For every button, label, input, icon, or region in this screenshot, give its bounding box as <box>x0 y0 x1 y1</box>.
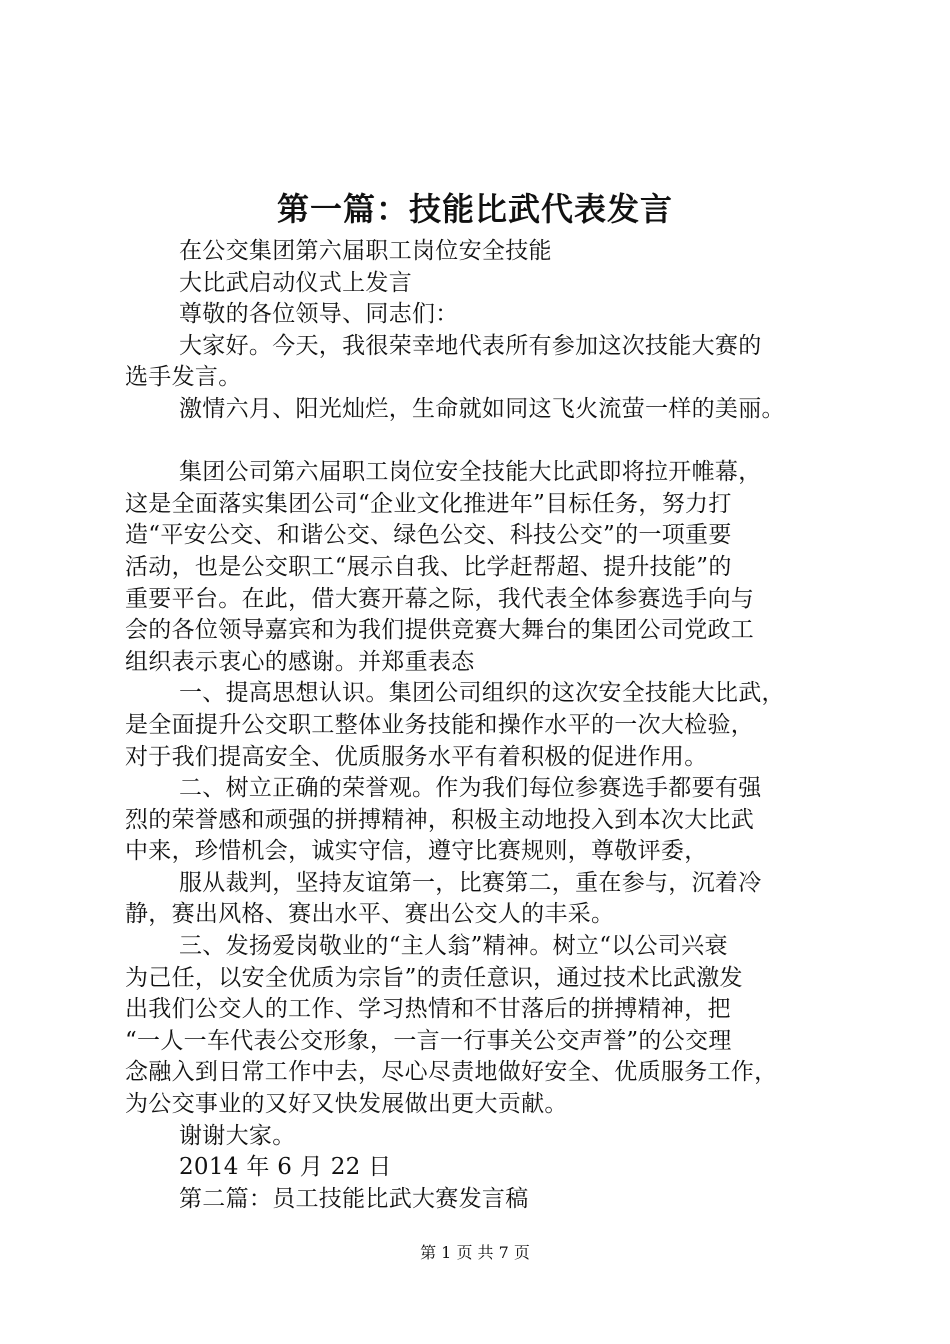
body-line: 静，赛出风格、赛出水平、赛出公交人的丰采。 <box>125 901 615 928</box>
body-line: 重要平台。在此，借大赛开幕之际，我代表全体参赛选手向与 <box>125 585 755 612</box>
body-line: 2014 年 6 月 22 日 <box>179 1154 392 1181</box>
body-line: “一人一车代表公交形象，一言一行事关公交声誉”的公交理 <box>125 1027 732 1054</box>
body-line: 这是全面落实集团公司“企业文化推进年”目标任务，努力打 <box>125 490 732 517</box>
body-line: 在公交集团第六届职工岗位安全技能 <box>179 238 552 264</box>
page-footer: 第 1 页 共 7 页 <box>420 1243 530 1262</box>
body-line: 是全面提升公交职工整体业务技能和操作水平的一次大检验， <box>125 711 755 738</box>
body-line: 为公交事业的又好又快发展做出更大贡献。 <box>125 1091 568 1118</box>
body-line: 出我们公交人的工作、学习热情和不甘落后的拼搏精神，把 <box>125 996 731 1023</box>
body-line: 集团公司第六届职工岗位安全技能大比武即将拉开帷幕， <box>179 459 762 486</box>
body-line: 一、提高思想认识。集团公司组织的这次安全技能大比武， <box>179 680 785 707</box>
body-line: 二、树立正确的荣誉观。作为我们每位参赛选手都要有强 <box>179 775 762 802</box>
body-line: 中来，珍惜机会，诚实守信，遵守比赛规则，尊敬评委， <box>125 838 708 865</box>
body-line: 尊敬的各位领导、同志们： <box>179 301 459 328</box>
body-line: 三、发扬爱岗敬业的“主人翁”精神。树立“以公司兴衰 <box>179 933 728 960</box>
body-line: 激情六月、阳光灿烂，生命就如同这飞火流萤一样的美丽。 <box>179 395 785 422</box>
body-line: 造“平安公交、和谐公交、绿色公交、科技公交”的一项重要 <box>125 522 732 549</box>
body-line: 活动，也是公交职工“展示自我、比学赶帮超、提升技能”的 <box>125 553 732 580</box>
body-line: 对于我们提高安全、优质服务水平有着积极的促进作用。 <box>125 743 708 770</box>
body-line: 念融入到日常工作中去，尽心尽责地做好安全、优质服务工作， <box>125 1059 778 1086</box>
body-line: 选手发言。 <box>125 364 242 391</box>
body-line: 大比武启动仪式上发言 <box>179 269 412 296</box>
body-line: 烈的荣誉感和顽强的拼搏精神，积极主动地投入到本次大比武 <box>125 806 755 833</box>
body-line: 组织表示衷心的感谢。并郑重表态 <box>125 648 475 675</box>
document-title: 第一篇：技能比武代表发言 <box>276 190 673 228</box>
body-line: 服从裁判，坚持友谊第一，比赛第二，重在参与，沉着冷 <box>179 869 762 896</box>
blank-line <box>125 426 840 458</box>
body-line: 大家好。今天，我很荣幸地代表所有参加这次技能大赛的 <box>179 332 762 359</box>
body-line: 会的各位领导嘉宾和为我们提供竞赛大舞台的集团公司党政工 <box>125 617 755 644</box>
body-line: 为己任，以安全优质为宗旨”的责任意识，通过技术比武激发 <box>125 964 743 991</box>
body-line: 谢谢大家。 <box>179 1122 296 1149</box>
document-body <box>125 236 840 1215</box>
body-line: 第二篇：员工技能比武大赛发言稿 <box>179 1185 529 1212</box>
